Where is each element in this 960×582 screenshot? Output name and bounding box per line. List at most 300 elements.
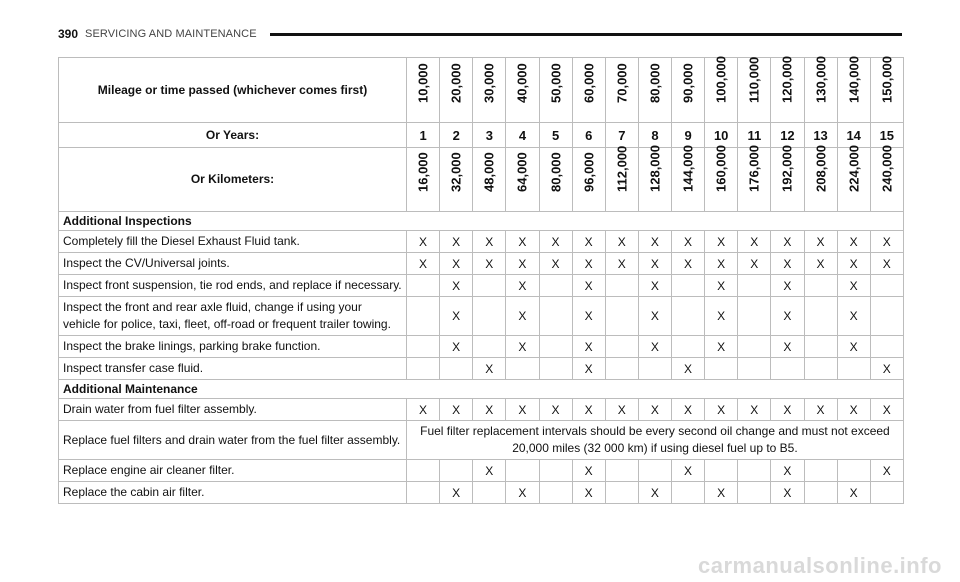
schedule-mark-cell [638,297,671,336]
schedule-mark-cell [705,399,738,421]
schedule-mark-cell [440,460,473,482]
year-cell [837,123,870,148]
page-header [58,27,257,41]
schedule-mark-cell [870,460,903,482]
schedule-mark-cell [539,336,572,358]
mileage-value: 30,000 [481,63,497,103]
schedule-row [59,482,904,504]
schedule-mark-cell [705,231,738,253]
mileage-cell [738,58,771,123]
mileage-value: 130,000 [813,56,829,103]
mileage-value: 70,000 [614,63,630,103]
schedule-mark-cell [837,231,870,253]
schedule-mark-cell [440,399,473,421]
schedule-row [59,297,904,336]
task-label: Replace engine air cleaner filter. [63,463,235,477]
schedule-mark: X [650,278,659,293]
schedule-mark-cell [473,297,506,336]
task-cell [59,482,407,504]
schedule-mark: X [452,402,461,417]
task-cell [59,275,407,297]
schedule-mark: X [584,234,593,249]
schedule-mark-cell [672,399,705,421]
schedule-mark-cell [572,460,605,482]
mileage-value: 80,000 [647,63,663,103]
mileage-cell [771,58,804,123]
schedule-mark-cell [506,460,539,482]
kilometers-value: 64,000 [514,152,530,192]
schedule-mark-cell [539,231,572,253]
schedule-mark-cell [870,297,903,336]
kilometers-value: 16,000 [415,152,431,192]
schedule-mark-cell [738,399,771,421]
section-title: Additional Maintenance [63,382,198,396]
task-cell [59,336,407,358]
section-row [59,380,904,399]
schedule-mark-cell [804,253,837,275]
schedule-mark-cell [804,297,837,336]
schedule-mark: X [717,485,726,500]
schedule-mark-cell [837,297,870,336]
schedule-mark: X [518,402,527,417]
mileage-cell [572,58,605,123]
schedule-mark-cell [572,482,605,504]
schedule-mark-cell [837,253,870,275]
schedule-mark-cell [440,482,473,504]
schedule-mark: X [750,256,759,271]
task-label: Drain water from fuel filter assembly. [63,402,257,416]
kilometers-value: 176,000 [746,145,762,192]
schedule-mark: X [849,402,858,417]
task-cell [59,297,407,336]
schedule-mark: X [684,256,693,271]
schedule-mark: X [584,485,593,500]
schedule-mark-cell [506,482,539,504]
kilometers-cell [837,145,870,212]
schedule-mark: X [650,402,659,417]
schedule-mark-cell [672,336,705,358]
section-title-cell [59,380,904,399]
schedule-mark: X [485,361,494,376]
schedule-mark: X [816,402,825,417]
schedule-mark: X [717,309,726,323]
schedule-mark-cell [473,482,506,504]
mileage-value: 90,000 [680,63,696,103]
kilometers-row [59,148,904,212]
schedule-mark-cell [539,297,572,336]
mileage-value: 40,000 [514,63,530,103]
schedule-mark-cell [605,336,638,358]
mileage-cell [837,58,870,123]
task-cell [59,421,407,460]
year-cell [738,123,771,148]
task-label: Replace fuel filters and drain water from the fuel filter assembly. [63,432,401,447]
schedule-mark-cell [837,399,870,421]
schedule-mark-cell [407,297,440,336]
kilometers-value: 48,000 [481,152,497,192]
mileage-cell [506,58,539,123]
schedule-mark-cell [407,399,440,421]
task-label: Inspect the brake linings, parking brake function. [63,339,321,353]
schedule-mark-cell [638,231,671,253]
kilometers-cell [605,145,638,212]
schedule-mark: X [717,402,726,417]
schedule-mark-cell [605,399,638,421]
schedule-mark-cell [638,482,671,504]
schedule-mark: X [584,339,593,354]
mileage-cell [539,58,572,123]
schedule-mark-cell [539,253,572,275]
schedule-mark: X [783,278,792,293]
maintenance-schedule-table [58,57,904,504]
mileage-value: 60,000 [581,63,597,103]
schedule-mark-cell [837,460,870,482]
task-cell [59,358,407,380]
kilometers-cell [672,145,705,212]
schedule-mark: X [849,278,858,293]
schedule-mark: X [816,234,825,249]
schedule-mark: X [849,256,858,271]
schedule-mark: X [849,234,858,249]
schedule-mark: X [617,234,626,249]
mileage-header-cell [59,58,407,123]
kilometers-value: 96,000 [581,152,597,192]
schedule-mark-cell [506,297,539,336]
schedule-mark: X [584,309,593,323]
kilometers-header-cell [59,148,407,212]
kilometers-cell [738,145,771,212]
year-value: 1 [419,127,427,143]
task-cell [59,399,407,421]
schedule-mark-cell [539,358,572,380]
schedule-mark-cell [837,275,870,297]
schedule-mark-cell [771,460,804,482]
schedule-mark-cell [738,336,771,358]
years-label: Or Years: [205,127,260,142]
kilometers-cell [539,148,572,212]
schedule-mark: X [452,485,461,500]
section-title-cell [59,212,904,231]
schedule-row [59,336,904,358]
kilometers-value: 144,000 [680,145,696,192]
schedule-mark: X [485,234,494,249]
year-cell [605,123,638,148]
schedule-mark-cell [605,253,638,275]
section-row [59,212,904,231]
schedule-mark: X [783,402,792,417]
schedule-mark-cell [804,275,837,297]
schedule-mark-cell [837,336,870,358]
schedule-mark-cell [738,275,771,297]
schedule-mark-cell [870,253,903,275]
schedule-mark: X [882,361,891,376]
year-value: 7 [618,127,626,143]
kilometers-value: 208,000 [813,145,829,192]
schedule-mark: X [882,256,891,271]
kilometers-cell [440,148,473,212]
schedule-mark: X [684,234,693,249]
task-label: Inspect the CV/Universal joints. [63,256,230,270]
schedule-mark: X [717,256,726,271]
schedule-mark-cell [705,253,738,275]
schedule-mark-cell [804,231,837,253]
schedule-mark-cell [870,358,903,380]
year-cell [705,123,738,148]
schedule-row [59,275,904,297]
schedule-mark-cell [605,482,638,504]
schedule-mark-cell [572,297,605,336]
schedule-mark-cell [539,399,572,421]
section-title: Additional Inspections [63,214,192,228]
schedule-mark: X [650,485,659,500]
mileage-cell [804,58,837,123]
schedule-mark-cell [407,336,440,358]
schedule-mark-cell [738,231,771,253]
schedule-mark-cell [638,275,671,297]
schedule-mark-cell [638,460,671,482]
mileage-row [59,58,904,123]
schedule-mark-cell [473,231,506,253]
schedule-mark: X [584,463,593,478]
kilometers-cell [638,145,671,212]
schedule-mark: X [452,234,461,249]
mileage-cell [605,58,638,123]
schedule-mark-cell [738,253,771,275]
schedule-mark-cell [605,297,638,336]
mileage-value: 10,000 [415,63,431,103]
schedule-mark-cell [572,253,605,275]
kilometers-value: 32,000 [448,152,464,192]
schedule-mark: X [617,256,626,271]
schedule-mark-cell [539,275,572,297]
schedule-mark-cell [804,358,837,380]
schedule-mark-cell [473,275,506,297]
year-value: 2 [452,127,460,143]
schedule-mark: X [783,256,792,271]
schedule-mark: X [419,402,428,417]
mileage-value: 20,000 [448,63,464,103]
mileage-value: 110,000 [746,56,762,103]
schedule-mark: X [485,402,494,417]
schedule-mark-cell [771,231,804,253]
schedule-mark-cell [638,358,671,380]
task-cell [59,253,407,275]
schedule-mark: X [485,463,494,478]
schedule-mark: X [783,234,792,249]
schedule-mark-cell [705,460,738,482]
schedule-mark: X [518,234,527,249]
schedule-mark: X [452,309,461,323]
schedule-mark-cell [804,399,837,421]
schedule-mark-cell [440,253,473,275]
task-cell [59,460,407,482]
kilometers-value: 80,000 [548,152,564,192]
schedule-mark-cell [605,460,638,482]
schedule-mark: X [419,234,428,249]
task-label: Replace the cabin air filter. [63,485,205,499]
schedule-mark-cell [837,482,870,504]
schedule-row [59,399,904,421]
schedule-mark-cell [638,253,671,275]
schedule-mark: X [717,278,726,293]
schedule-mark-cell [638,336,671,358]
schedule-mark-cell [771,336,804,358]
schedule-mark: X [882,402,891,417]
year-value: 9 [684,127,692,143]
schedule-mark-cell [738,358,771,380]
schedule-mark-cell [440,231,473,253]
schedule-mark-cell [473,358,506,380]
schedule-row [59,253,904,275]
schedule-mark-cell [705,297,738,336]
schedule-mark: X [551,234,560,249]
schedule-mark-cell [672,231,705,253]
schedule-mark-cell [506,358,539,380]
year-cell [804,123,837,148]
mileage-cell [870,58,903,123]
schedule-mark-cell [473,399,506,421]
schedule-mark: X [650,339,659,354]
schedule-mark-cell [440,275,473,297]
kilometers-cell [572,148,605,212]
year-value: 5 [551,127,560,143]
schedule-mark-cell [804,482,837,504]
mileage-cell [638,58,671,123]
schedule-mark-cell [407,482,440,504]
schedule-mark: X [783,309,792,323]
schedule-mark-cell [870,482,903,504]
schedule-mark-cell [705,358,738,380]
mileage-value: 120,000 [779,56,795,103]
schedule-mark-cell [407,253,440,275]
schedule-mark: X [684,463,693,478]
schedule-row [59,358,904,380]
schedule-mark-cell [506,399,539,421]
kilometers-value: 224,000 [846,145,862,192]
schedule-mark-cell [638,399,671,421]
mileage-cell [440,58,473,123]
schedule-mark: X [584,361,593,376]
schedule-mark-cell [473,460,506,482]
year-cell [539,123,572,148]
schedule-mark-cell [506,253,539,275]
kilometers-value: 192,000 [779,145,795,192]
schedule-mark-cell [572,336,605,358]
year-cell [771,123,804,148]
section-title: SERVICING AND MAINTENANCE [85,28,257,40]
years-row [59,123,904,148]
schedule-mark-cell [771,358,804,380]
mileage-label: Mileage or time passed (whichever comes first) [97,82,368,97]
schedule-mark: X [717,234,726,249]
schedule-mark-cell [804,336,837,358]
kilometers-cell [407,148,440,212]
schedule-mark-cell [738,460,771,482]
schedule-mark-cell [804,460,837,482]
year-value: 6 [585,127,593,143]
task-cell [59,231,407,253]
kilometers-cell [804,145,837,212]
schedule-mark: X [882,234,891,249]
schedule-mark-cell [473,253,506,275]
schedule-mark-cell [473,336,506,358]
schedule-mark-cell [672,297,705,336]
schedule-row [59,421,904,460]
schedule-row [59,460,904,482]
schedule-mark-cell [771,253,804,275]
schedule-mark: X [849,339,858,354]
year-cell [638,123,671,148]
schedule-mark-cell [672,460,705,482]
schedule-mark-cell [506,336,539,358]
schedule-mark-cell [440,358,473,380]
schedule-mark-cell [771,399,804,421]
schedule-mark-cell [440,336,473,358]
schedule-mark-cell [870,231,903,253]
schedule-mark: X [650,234,659,249]
schedule-mark: X [849,309,858,323]
task-label: Completely fill the Diesel Exhaust Fluid tank. [63,234,300,248]
interval-note: Fuel filter replacement intervals should be every second oil change and must not exceed 20,000 miles (32 000 km) if using diesel fuel up to B5. [420,424,890,455]
schedule-mark-cell [407,275,440,297]
schedule-mark: X [584,256,593,271]
task-label: Inspect front suspension, tie rod ends, and replace if necessary. [63,278,402,292]
schedule-mark-cell [837,358,870,380]
schedule-mark: X [452,256,461,271]
schedule-mark-cell [672,253,705,275]
year-value: 13 [813,127,828,143]
year-value: 14 [846,127,861,143]
mileage-value: 150,000 [879,56,895,103]
kilometers-value: 160,000 [713,145,729,192]
schedule-mark: X [518,309,527,323]
year-cell [672,123,705,148]
schedule-mark-cell [771,482,804,504]
year-value: 4 [518,127,527,143]
kilometers-cell [506,148,539,212]
year-value: 3 [485,127,493,143]
year-cell [870,123,903,148]
schedule-mark-cell [407,460,440,482]
schedule-mark: X [452,278,461,293]
schedule-mark-cell [705,336,738,358]
schedule-mark-cell [705,275,738,297]
schedule-mark: X [750,234,759,249]
mileage-cell [672,58,705,123]
schedule-mark-cell [572,358,605,380]
year-cell [506,123,539,148]
schedule-mark-cell [506,231,539,253]
year-value: 12 [780,127,795,143]
schedule-mark: X [717,339,726,354]
task-label: Inspect transfer case fluid. [63,361,204,375]
schedule-mark: X [518,339,527,354]
kilometers-label: Or Kilometers: [190,172,275,186]
schedule-mark: X [551,402,560,417]
schedule-mark-cell [605,358,638,380]
mileage-value: 140,000 [846,56,862,103]
year-value: 8 [651,127,659,143]
schedule-mark: X [650,309,659,323]
schedule-mark: X [485,256,494,271]
schedule-mark: X [452,339,461,354]
schedule-mark-cell [407,358,440,380]
schedule-mark: X [816,256,825,271]
schedule-mark: X [650,256,659,271]
kilometers-cell [870,145,903,212]
mileage-cell [407,58,440,123]
kilometers-cell [771,145,804,212]
